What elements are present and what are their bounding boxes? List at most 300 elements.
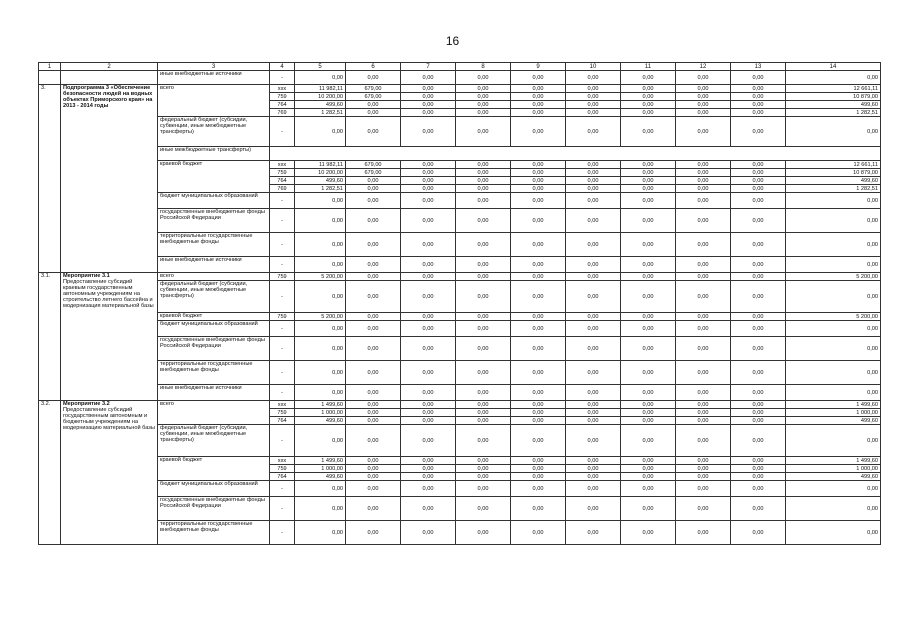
value-cell: 0,00 bbox=[456, 101, 511, 109]
value-cell: 0,00 bbox=[511, 169, 566, 177]
value-cell: 0,00 bbox=[456, 273, 511, 281]
table-row bbox=[39, 209, 881, 233]
code-cell: - bbox=[270, 425, 295, 457]
value-cell: 0,00 bbox=[621, 409, 676, 417]
source-label: краевой бюджет bbox=[158, 457, 270, 481]
table-row bbox=[39, 337, 881, 361]
code-cell: 759 bbox=[270, 273, 295, 281]
item-number: 3.1. bbox=[39, 273, 61, 401]
value-cell: 0,00 bbox=[786, 233, 881, 257]
value-cell: 0,00 bbox=[511, 425, 566, 457]
value-cell: 0,00 bbox=[621, 185, 676, 193]
value-cell: 0,00 bbox=[566, 401, 621, 409]
value-cell: 0,00 bbox=[456, 473, 511, 481]
value-cell: 0,00 bbox=[676, 71, 731, 85]
value-cell: 0,00 bbox=[676, 281, 731, 313]
value-cell: 0,00 bbox=[621, 313, 676, 321]
value-cell: 0,00 bbox=[346, 425, 401, 457]
value-cell: 0,00 bbox=[295, 233, 346, 257]
value-cell: 0,00 bbox=[566, 425, 621, 457]
value-cell: 0,00 bbox=[401, 521, 456, 545]
value-cell: 0,00 bbox=[621, 481, 676, 497]
value-cell: 1 282,51 bbox=[786, 185, 881, 193]
value-cell: 0,00 bbox=[731, 101, 786, 109]
column-header: 5 bbox=[295, 63, 346, 71]
value-cell: 0,00 bbox=[566, 193, 621, 209]
value-cell: 0,00 bbox=[295, 117, 346, 147]
code-cell: - bbox=[270, 497, 295, 521]
value-cell: 0,00 bbox=[676, 257, 731, 273]
value-cell: 0,00 bbox=[621, 385, 676, 401]
value-cell: 0,00 bbox=[786, 71, 881, 85]
value-cell: 0,00 bbox=[676, 109, 731, 117]
value-cell: 0,00 bbox=[676, 321, 731, 337]
code-cell: xxx bbox=[270, 161, 295, 169]
value-cell: 0,00 bbox=[456, 497, 511, 521]
code-cell: - bbox=[270, 481, 295, 497]
value-cell: 0,00 bbox=[401, 281, 456, 313]
value-cell: 0,00 bbox=[401, 497, 456, 521]
value-cell: 0,00 bbox=[295, 521, 346, 545]
code-cell: - bbox=[270, 321, 295, 337]
code-cell: xxx bbox=[270, 401, 295, 409]
code-cell: xxx bbox=[270, 85, 295, 93]
value-cell: 0,00 bbox=[621, 101, 676, 109]
value-cell: 0,00 bbox=[401, 473, 456, 481]
value-cell: 0,00 bbox=[676, 233, 731, 257]
value-cell: 0,00 bbox=[511, 521, 566, 545]
value-cell: 0,00 bbox=[676, 185, 731, 193]
value-cell: 0,00 bbox=[676, 361, 731, 385]
value-cell: 0,00 bbox=[456, 481, 511, 497]
value-cell: 0,00 bbox=[566, 361, 621, 385]
value-cell: 0,00 bbox=[731, 161, 786, 169]
value-cell: 0,00 bbox=[346, 361, 401, 385]
value-cell: 0,00 bbox=[731, 417, 786, 425]
value-cell: 679,00 bbox=[346, 85, 401, 93]
value-cell: 0,00 bbox=[731, 109, 786, 117]
value-cell: 0,00 bbox=[401, 257, 456, 273]
value-cell: 0,00 bbox=[786, 193, 881, 209]
value-cell: 11 982,11 bbox=[295, 161, 346, 169]
value-cell: 0,00 bbox=[511, 209, 566, 233]
source-label: государственные внебюджетные фонды Российской Федерации bbox=[158, 337, 270, 361]
value-cell: 0,00 bbox=[511, 385, 566, 401]
code-cell: 759 bbox=[270, 93, 295, 101]
value-cell: 0,00 bbox=[676, 273, 731, 281]
value-cell: 0,00 bbox=[456, 321, 511, 337]
value-cell: 0,00 bbox=[346, 457, 401, 465]
value-cell: 0,00 bbox=[621, 93, 676, 101]
column-header: 14 bbox=[786, 63, 881, 71]
value-cell: 0,00 bbox=[731, 409, 786, 417]
value-cell: 0,00 bbox=[295, 193, 346, 209]
value-cell: 0,00 bbox=[401, 185, 456, 193]
value-cell: 0,00 bbox=[731, 361, 786, 385]
code-cell: xxx bbox=[270, 457, 295, 465]
item-number: 3. bbox=[39, 85, 61, 273]
value-cell: 0,00 bbox=[676, 209, 731, 233]
value-cell: 0,00 bbox=[511, 109, 566, 117]
value-cell: 0,00 bbox=[676, 457, 731, 465]
value-cell: 0,00 bbox=[456, 521, 511, 545]
value-cell: 0,00 bbox=[566, 71, 621, 85]
source-label: территориальные государственные внебюджетные фонды bbox=[158, 521, 270, 545]
value-cell: 0,00 bbox=[566, 257, 621, 273]
value-cell: 0,00 bbox=[566, 473, 621, 481]
value-cell: 1 282,51 bbox=[786, 109, 881, 117]
value-cell: 0,00 bbox=[295, 425, 346, 457]
value-cell: 0,00 bbox=[566, 521, 621, 545]
value-cell: 0,00 bbox=[401, 71, 456, 85]
value-cell: 0,00 bbox=[786, 321, 881, 337]
code-cell: 759 bbox=[270, 465, 295, 473]
code-cell: - bbox=[270, 209, 295, 233]
code-cell: 759 bbox=[270, 313, 295, 321]
value-cell: 0,00 bbox=[676, 93, 731, 101]
code-cell: - bbox=[270, 361, 295, 385]
value-cell: 0,00 bbox=[676, 521, 731, 545]
table-row bbox=[39, 321, 881, 337]
table-row bbox=[39, 281, 881, 313]
value-cell: 499,60 bbox=[295, 473, 346, 481]
value-cell: 0,00 bbox=[401, 401, 456, 409]
value-cell: 0,00 bbox=[621, 85, 676, 93]
value-cell: 0,00 bbox=[295, 281, 346, 313]
value-cell: 0,00 bbox=[566, 233, 621, 257]
table-row bbox=[39, 361, 881, 385]
value-cell: 1 282,51 bbox=[295, 109, 346, 117]
value-cell: 0,00 bbox=[731, 321, 786, 337]
page-number: 16 bbox=[445, 34, 460, 48]
value-cell: 0,00 bbox=[346, 401, 401, 409]
table-row bbox=[39, 481, 881, 497]
value-cell: 0,00 bbox=[511, 401, 566, 409]
item-number: 3.2. bbox=[39, 401, 61, 545]
value-cell: 0,00 bbox=[511, 185, 566, 193]
value-cell: 0,00 bbox=[731, 71, 786, 85]
value-cell: 0,00 bbox=[621, 425, 676, 457]
value-cell: 0,00 bbox=[456, 361, 511, 385]
table-row bbox=[39, 257, 881, 273]
value-cell: 0,00 bbox=[346, 101, 401, 109]
code-cell: - bbox=[270, 385, 295, 401]
value-cell: 0,00 bbox=[621, 457, 676, 465]
value-cell: 0,00 bbox=[456, 281, 511, 313]
value-cell: 0,00 bbox=[401, 361, 456, 385]
value-cell: 0,00 bbox=[511, 281, 566, 313]
value-cell: 0,00 bbox=[621, 233, 676, 257]
table-row bbox=[39, 85, 881, 93]
value-cell: 0,00 bbox=[456, 409, 511, 417]
value-cell: 0,00 bbox=[676, 313, 731, 321]
value-cell: 0,00 bbox=[401, 169, 456, 177]
value-cell: 0,00 bbox=[676, 101, 731, 109]
value-cell: 0,00 bbox=[346, 281, 401, 313]
code-cell: - bbox=[270, 193, 295, 209]
value-cell: 0,00 bbox=[401, 273, 456, 281]
table-row bbox=[39, 425, 881, 457]
value-cell: 0,00 bbox=[566, 161, 621, 169]
value-cell: 0,00 bbox=[295, 497, 346, 521]
column-header: 1 bbox=[39, 63, 61, 71]
value-cell: 0,00 bbox=[621, 161, 676, 169]
value-cell: 0,00 bbox=[676, 417, 731, 425]
value-cell: 0,00 bbox=[346, 193, 401, 209]
value-cell: 0,00 bbox=[511, 417, 566, 425]
value-cell: 0,00 bbox=[786, 361, 881, 385]
value-cell: 0,00 bbox=[621, 497, 676, 521]
value-cell: 0,00 bbox=[566, 481, 621, 497]
source-label: государственные внебюджетные фонды Российской Федерации bbox=[158, 209, 270, 233]
item-title-text: Мероприятие 3.2 bbox=[63, 401, 110, 407]
value-cell: 0,00 bbox=[456, 313, 511, 321]
value-cell: 0,00 bbox=[621, 321, 676, 337]
value-cell: 1 499,60 bbox=[786, 457, 881, 465]
value-cell: 0,00 bbox=[511, 257, 566, 273]
value-cell: 0,00 bbox=[676, 169, 731, 177]
value-cell: 0,00 bbox=[346, 385, 401, 401]
value-cell: 0,00 bbox=[456, 169, 511, 177]
value-cell: 0,00 bbox=[511, 233, 566, 257]
value-cell: 0,00 bbox=[731, 385, 786, 401]
value-cell: 0,00 bbox=[456, 85, 511, 93]
value-cell: 1 000,00 bbox=[295, 409, 346, 417]
value-cell: 0,00 bbox=[401, 337, 456, 361]
value-cell: 0,00 bbox=[621, 193, 676, 209]
value-cell: 0,00 bbox=[731, 233, 786, 257]
code-cell: - bbox=[270, 233, 295, 257]
source-label: бюджет муниципальных образований bbox=[158, 481, 270, 497]
value-cell: 0,00 bbox=[621, 177, 676, 185]
item-title bbox=[61, 85, 158, 273]
value-cell: 0,00 bbox=[456, 233, 511, 257]
value-cell: 0,00 bbox=[676, 85, 731, 93]
source-label: краевой бюджет bbox=[158, 313, 270, 321]
value-cell: 0,00 bbox=[401, 93, 456, 101]
value-cell: 0,00 bbox=[295, 209, 346, 233]
value-cell: 0,00 bbox=[511, 457, 566, 465]
value-cell: 0,00 bbox=[566, 417, 621, 425]
value-cell: 0,00 bbox=[401, 209, 456, 233]
code-cell: 769 bbox=[270, 185, 295, 193]
value-cell: 0,00 bbox=[566, 177, 621, 185]
value-cell: 0,00 bbox=[731, 457, 786, 465]
value-cell: 0,00 bbox=[346, 321, 401, 337]
value-cell: 679,00 bbox=[346, 161, 401, 169]
value-cell: 0,00 bbox=[456, 257, 511, 273]
value-cell: 0,00 bbox=[731, 473, 786, 481]
table-row bbox=[39, 233, 881, 257]
value-cell: 5 200,00 bbox=[786, 273, 881, 281]
value-cell: 0,00 bbox=[676, 177, 731, 185]
column-header: 3 bbox=[158, 63, 270, 71]
table-row bbox=[39, 117, 881, 147]
value-cell: 11 982,11 bbox=[295, 85, 346, 93]
value-cell: 0,00 bbox=[621, 209, 676, 233]
value-cell: 0,00 bbox=[401, 481, 456, 497]
value-cell: 0,00 bbox=[621, 257, 676, 273]
value-cell: 0,00 bbox=[401, 425, 456, 457]
value-cell: 499,60 bbox=[786, 473, 881, 481]
value-cell: 0,00 bbox=[566, 313, 621, 321]
value-cell: 0,00 bbox=[346, 177, 401, 185]
value-cell: 0,00 bbox=[511, 473, 566, 481]
value-cell: 0,00 bbox=[621, 337, 676, 361]
value-cell: 0,00 bbox=[731, 497, 786, 521]
value-cell: 0,00 bbox=[566, 281, 621, 313]
value-cell: 0,00 bbox=[295, 257, 346, 273]
value-cell: 0,00 bbox=[346, 337, 401, 361]
value-cell: 0,00 bbox=[566, 457, 621, 465]
value-cell: 0,00 bbox=[346, 185, 401, 193]
value-cell: 0,00 bbox=[295, 361, 346, 385]
column-header: 7 bbox=[401, 63, 456, 71]
value-cell: 0,00 bbox=[295, 321, 346, 337]
source-label: всего bbox=[158, 401, 270, 425]
value-cell: 0,00 bbox=[346, 465, 401, 473]
value-cell: 0,00 bbox=[676, 161, 731, 169]
value-cell: 0,00 bbox=[676, 481, 731, 497]
value-cell: 0,00 bbox=[676, 409, 731, 417]
value-cell: 0,00 bbox=[456, 177, 511, 185]
value-cell: 0,00 bbox=[456, 117, 511, 147]
value-cell: 679,00 bbox=[346, 169, 401, 177]
value-cell: 0,00 bbox=[566, 273, 621, 281]
column-header: 13 bbox=[731, 63, 786, 71]
source-label: федеральный бюджет (субсидии, субвенции, иные межбюджетные трансферты) bbox=[158, 425, 270, 457]
value-cell: 1 000,00 bbox=[786, 465, 881, 473]
value-cell: 0,00 bbox=[786, 257, 881, 273]
value-cell: 0,00 bbox=[456, 337, 511, 361]
value-cell: 0,00 bbox=[456, 193, 511, 209]
value-cell: 0,00 bbox=[566, 109, 621, 117]
column-header: 9 bbox=[511, 63, 566, 71]
value-cell: 0,00 bbox=[676, 465, 731, 473]
value-cell: 499,60 bbox=[295, 177, 346, 185]
value-cell: 0,00 bbox=[346, 521, 401, 545]
source-label: всего bbox=[158, 85, 270, 117]
source-label: иные внебюджетные источники bbox=[158, 71, 270, 85]
column-header: 6 bbox=[346, 63, 401, 71]
value-cell: 0,00 bbox=[566, 85, 621, 93]
value-cell: 0,00 bbox=[346, 257, 401, 273]
item-title bbox=[61, 273, 158, 401]
value-cell: 0,00 bbox=[511, 93, 566, 101]
value-cell: 0,00 bbox=[731, 93, 786, 101]
value-cell: 0,00 bbox=[731, 169, 786, 177]
value-cell: 0,00 bbox=[401, 465, 456, 473]
value-cell: 0,00 bbox=[346, 117, 401, 147]
value-cell: 0,00 bbox=[401, 109, 456, 117]
item-title bbox=[61, 71, 158, 85]
value-cell: 0,00 bbox=[401, 457, 456, 465]
value-cell: 0,00 bbox=[511, 101, 566, 109]
code-cell: 759 bbox=[270, 409, 295, 417]
value-cell: 0,00 bbox=[731, 257, 786, 273]
value-cell: 10 200,00 bbox=[295, 169, 346, 177]
value-cell: 0,00 bbox=[786, 497, 881, 521]
value-cell: 0,00 bbox=[676, 401, 731, 409]
value-cell: 0,00 bbox=[786, 521, 881, 545]
table-row bbox=[39, 71, 881, 85]
value-cell: 0,00 bbox=[731, 313, 786, 321]
value-cell: 0,00 bbox=[511, 177, 566, 185]
value-cell: 0,00 bbox=[731, 209, 786, 233]
code-cell: 759 bbox=[270, 169, 295, 177]
code-cell: - bbox=[270, 71, 295, 85]
source-label: государственные внебюджетные фонды Российской Федерации bbox=[158, 497, 270, 521]
code-cell: - bbox=[270, 337, 295, 361]
value-cell: 0,00 bbox=[566, 117, 621, 147]
value-cell: 0,00 bbox=[456, 401, 511, 409]
value-cell: 10 879,00 bbox=[786, 93, 881, 101]
empty-cell bbox=[270, 147, 881, 161]
value-cell: 0,00 bbox=[786, 481, 881, 497]
table-row bbox=[39, 63, 881, 71]
value-cell: 0,00 bbox=[511, 193, 566, 209]
value-cell: 0,00 bbox=[511, 161, 566, 169]
item-title bbox=[61, 401, 158, 545]
value-cell: 0,00 bbox=[511, 273, 566, 281]
value-cell: 5 200,00 bbox=[786, 313, 881, 321]
value-cell: 0,00 bbox=[511, 497, 566, 521]
table-row bbox=[39, 273, 881, 281]
value-cell: 0,00 bbox=[401, 117, 456, 147]
value-cell: 0,00 bbox=[456, 417, 511, 425]
column-header: 12 bbox=[676, 63, 731, 71]
value-cell: 0,00 bbox=[676, 425, 731, 457]
value-cell: 0,00 bbox=[676, 473, 731, 481]
value-cell: 10 879,00 bbox=[786, 169, 881, 177]
source-label: иные межбюджетные трансферты) bbox=[158, 147, 270, 161]
source-label: бюджет муниципальных образований bbox=[158, 321, 270, 337]
table-row bbox=[39, 401, 881, 409]
value-cell: 0,00 bbox=[346, 273, 401, 281]
code-cell: - bbox=[270, 281, 295, 313]
value-cell: 0,00 bbox=[731, 281, 786, 313]
source-label: территориальные государственные внебюджетные фонды bbox=[158, 361, 270, 385]
value-cell: 0,00 bbox=[401, 233, 456, 257]
source-label: краевой бюджет bbox=[158, 161, 270, 193]
value-cell: 10 200,00 bbox=[295, 93, 346, 101]
value-cell: 0,00 bbox=[731, 481, 786, 497]
value-cell: 1 282,51 bbox=[295, 185, 346, 193]
source-label: территориальные государственные внебюджетные фонды bbox=[158, 233, 270, 257]
value-cell: 0,00 bbox=[401, 161, 456, 169]
value-cell: 0,00 bbox=[511, 337, 566, 361]
source-label: иные внебюджетные источники bbox=[158, 257, 270, 273]
value-cell: 499,60 bbox=[786, 417, 881, 425]
value-cell: 0,00 bbox=[566, 93, 621, 101]
value-cell: 0,00 bbox=[731, 401, 786, 409]
value-cell: 0,00 bbox=[731, 273, 786, 281]
value-cell: 499,60 bbox=[786, 101, 881, 109]
value-cell: 0,00 bbox=[401, 417, 456, 425]
value-cell: 0,00 bbox=[295, 481, 346, 497]
table-row bbox=[39, 457, 881, 465]
value-cell: 1 499,60 bbox=[295, 457, 346, 465]
value-cell: 0,00 bbox=[621, 273, 676, 281]
value-cell: 0,00 bbox=[346, 481, 401, 497]
value-cell: 0,00 bbox=[346, 497, 401, 521]
value-cell: 0,00 bbox=[621, 465, 676, 473]
value-cell: 0,00 bbox=[456, 161, 511, 169]
code-cell: 764 bbox=[270, 473, 295, 481]
value-cell: 0,00 bbox=[731, 193, 786, 209]
table-row bbox=[39, 497, 881, 521]
value-cell: 0,00 bbox=[676, 497, 731, 521]
